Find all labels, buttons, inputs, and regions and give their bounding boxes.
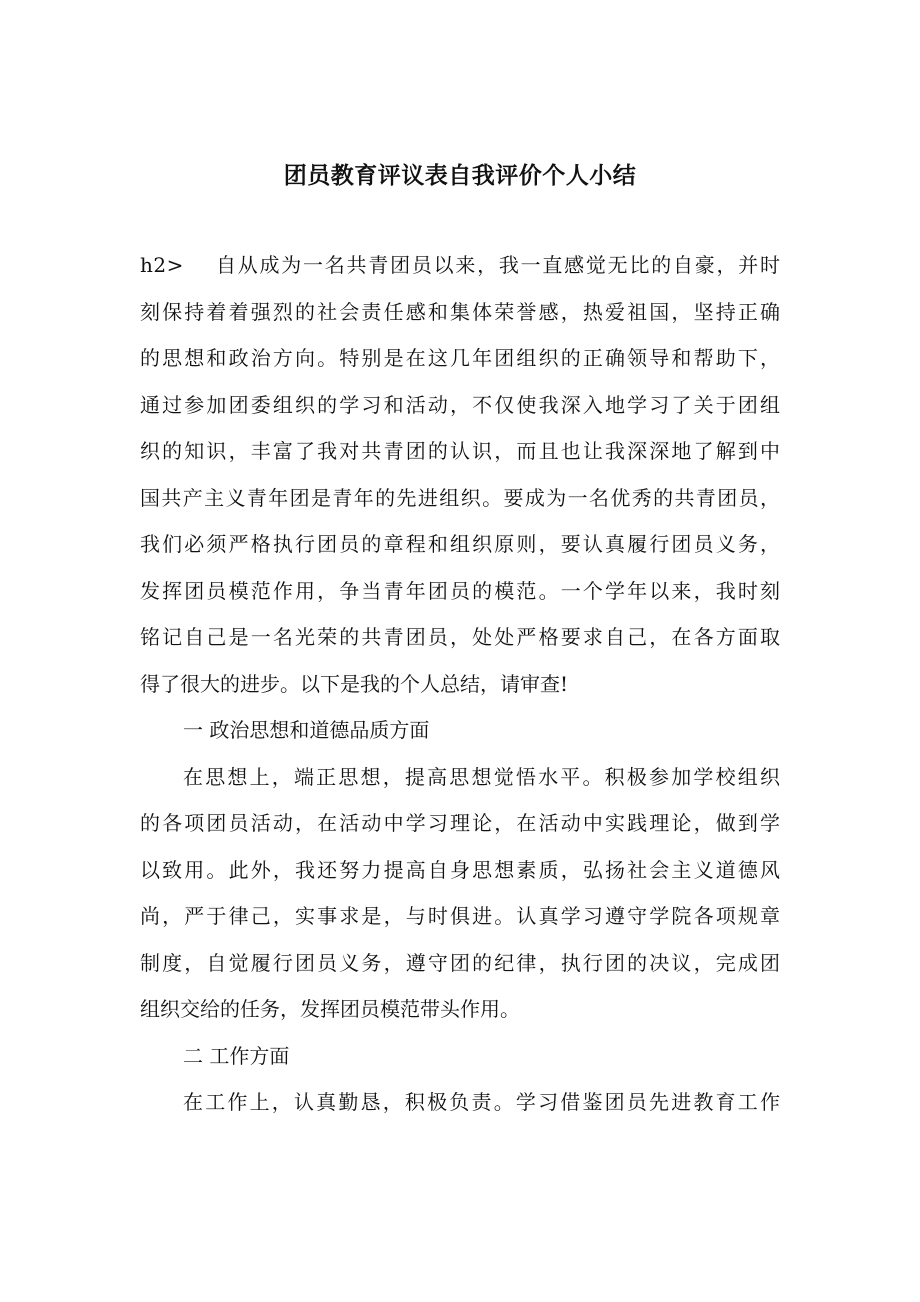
- paragraph-line: 织的知识，丰富了我对共青团的认识，而且也让我深深地了解到中: [140, 439, 780, 463]
- paragraph-line: 制度，自觉履行团员义务，遵守团的纪律，执行团的决议，完成团: [140, 950, 780, 975]
- paragraph-line: 的各项团员活动，在活动中学习理论，在活动中实践理论，做到学: [140, 811, 780, 835]
- section-heading-political: 一 政治思想和道德品质方面: [183, 718, 430, 742]
- paragraph-line: 以致用。此外，我还努力提高自身思想素质，弘扬社会主义道德风: [140, 857, 780, 882]
- paragraph-line: 组织交给的任务，发挥团员模范带头作用。: [140, 997, 520, 1021]
- paragraph-line: 在工作上，认真勤恳，积极负责。学习借鉴团员先进教育工作: [183, 1090, 780, 1114]
- paragraph-line: 发挥团员模范作用，争当青年团员的模范。一个学年以来，我时刻: [140, 578, 780, 603]
- paragraph-line: 我们必须严格执行团员的章程和组织原则，要认真履行团员义务，: [140, 532, 780, 556]
- paragraph-line: 通过参加团委组织的学习和活动，不仅使我深入地学习了关于团组: [140, 392, 780, 417]
- paragraph-line: 铭记自己是一名光荣的共青团员，处处严格要求自己，在各方面取: [140, 625, 780, 649]
- paragraph-line: 得了很大的进步。以下是我的个人总结，请审查!: [140, 671, 569, 696]
- paragraph-line: 国共产主义青年团是青年的先进组织。要成为一名优秀的共青团员，: [140, 485, 780, 510]
- document-body: [140, 242, 780, 1126]
- intro-first-line: [140, 242, 780, 289]
- paragraph-line: 刻保持着着强烈的社会责任感和集体荣誉感，热爱祖国，坚持正确: [140, 299, 780, 324]
- paragraph-line: 的思想和政治方向。特别是在这几年团组织的正确领导和帮助下，: [140, 346, 780, 370]
- paragraph-line: 在思想上，端正思想，提高思想觉悟水平。积极参加学校组织: [183, 764, 780, 789]
- heading-marker: h2>: [140, 253, 184, 277]
- paragraph-line: 尚，严于律己，实事求是，与时俱进。认真学习遵守学院各项规章: [140, 904, 780, 928]
- paragraph-line: 自从成为一名共青团员以来，我一直感觉无比的自豪，并时: [216, 253, 780, 277]
- section-heading-work: 二 工作方面: [183, 1043, 290, 1068]
- document-title: 团员教育评议表自我评价个人小结: [283, 163, 637, 189]
